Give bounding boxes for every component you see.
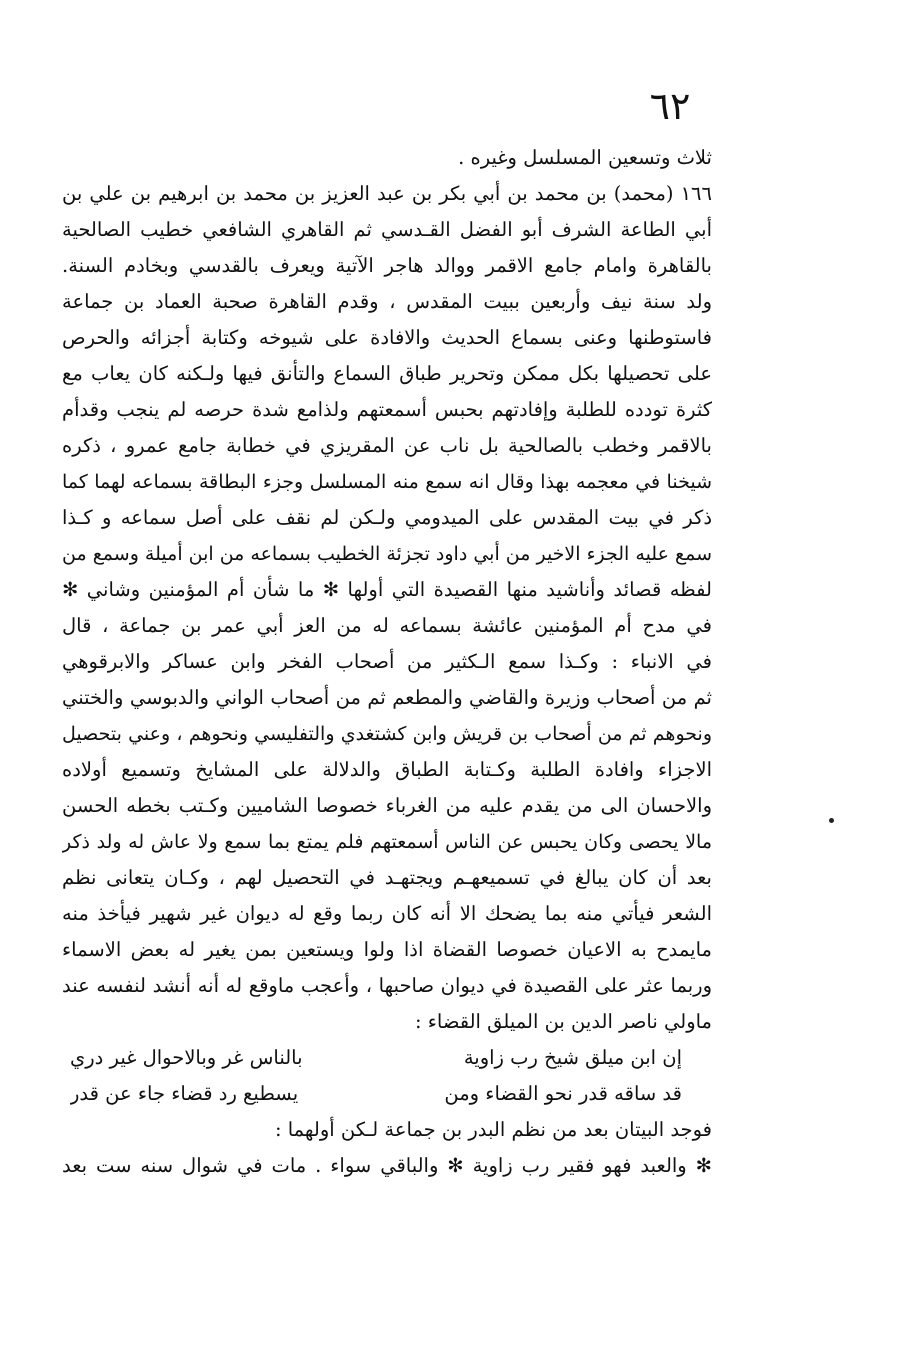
text-line: وربما عثر على القصيدة في ديوان صاحبها ، وأعجب ماوقع له أنه أنشد لنفسه عند [62,974,712,997]
text-line: فوجد البيتان بعد من نظم البدر بن جماعة لـكن أولهما : [274,1118,712,1141]
poem-verse [62,1076,712,1112]
verse-second-hemistich: يسطيع رد قضاء جاء عن قدر [70,1082,299,1105]
text-line: بعد أن كان يبالغ في تسميعهـم ويجتهـد في التحصيل لهم ، وكـان يتعانى نظم [62,866,712,889]
text-line: أبي الطاعة الشرف أبو الفضل القـدسي ثم القاهري الشافعي خطيب الصالحية [62,218,712,241]
verse-first-hemistich: إن ابن ميلق شيخ رب زاوية [463,1046,682,1069]
verse-second-hemistich: بالناس غر وبالاحوال غير دري [70,1046,303,1069]
text-line: مالا يحصى وكان يحبس عن الناس أسمعتهم فلم يمتع بما سمع ولا عاش له ولد ذكر [62,831,712,853]
text-line: ✻ والعبد فهو فقير رب زاوية ✻ والباقي سواء . مات في شوال سنه ست بعد [62,1154,712,1177]
text-line: كثرة تودده للطلبة وإفادتهم بحبس أسمعتهم ولذامع شدة حرصه لم ينجب وقدأم [62,398,712,421]
text-line: في الانباء : وكـذا سمع الـكثير من أصحاب الفخر وابن عساكر والابرقوهي [62,650,712,673]
text-line: شيخنا في معجمه بهذا وقال انه سمع منه المسلسل وجزء البطاقة بسماعه لهما كما [62,471,712,493]
text-line: لفظه قصائد وأناشيد منها القصيدة التي أولها ✻ ما شأن أم المؤمنين وشاني ✻ [62,578,712,601]
ink-dot [829,818,834,823]
text-line: ١٦٦ (محمد) بن محمد بن أبي بكر بن عبد العزيز بن محمد بن ابرهيم بن علي بن [62,182,712,205]
page-number: ٦٢ [649,84,691,128]
text-line: بالقاهرة وامام جامع الاقمر ووالد هاجر الآتية ويعرف بالقدسي وبخادم السنة. [62,254,712,277]
text-line: ماولي ناصر الدين بن الميلق القضاء : [414,1010,712,1033]
text-line: ذكر في بيت المقدس على الميدومي ولـكن لم نقف على أصل سماعه و كـذا [62,506,712,529]
verse-first-hemistich: قد ساقه قدر نحو القضاء ومن [444,1082,682,1105]
text-line: في مدح أم المؤمنين عائشة بسماعه له من العز أبي عمر بن جماعة ، قال [62,614,712,637]
page-text [62,140,712,1184]
text-line: الشعر فيأتي منه بما يضحك الا أنه كان ربما وقع له ديوان غير شهير فيأخذ منه [62,902,712,925]
text-line: على تحصيلها بكل ممكن وتحرير طباق السماع والتأنق فيها ولـكنه كان يعاب مع [62,362,712,385]
text-line: ونحوهم ثم من أصحاب بن قريش وابن كشتغدي والتفليسي ونحوهم ، وعني بتحصيل [62,723,712,745]
text-line: والاحسان الى من يقدم عليه من الغرباء خصوصا الشاميين وكـتب بخطه الحسن [62,794,712,817]
text-line: بالاقمر وخطب بالصالحية بل ناب عن المقريزي في خطابة جامع عمرو ، ذكره [62,434,712,457]
text-line: ثلاث وتسعين المسلسل وغيره . [458,146,712,169]
text-line: فاستوطنها وعنى بسماع الحديث والافادة على شيوخه وكتابة أجزائه والحرص [62,326,712,349]
poem-verse [62,1040,712,1076]
text-line: سمع عليه الجزء الاخير من أبي داود تجزئة الخطيب بسماعه من ابن أميلة وسمع من [62,543,712,565]
text-line: ثم من أصحاب وزيرة والقاضي والمطعم ثم من أصحاب الواني والدبوسي والختني [62,686,712,709]
text-line: مايمدح به الاعيان خصوصا القضاة اذا ولوا ويستعين بمن يغير له بعض الاسماء [62,938,712,961]
text-line: الاجزاء وافادة الطلبة وكـتابة الطباق والدلالة على المشايخ وتسميع أولاده [62,758,712,781]
text-line: ولد سنة نيف وأربعين ببيت المقدس ، وقدم القاهرة صحبة العماد بن جماعة [62,290,712,313]
